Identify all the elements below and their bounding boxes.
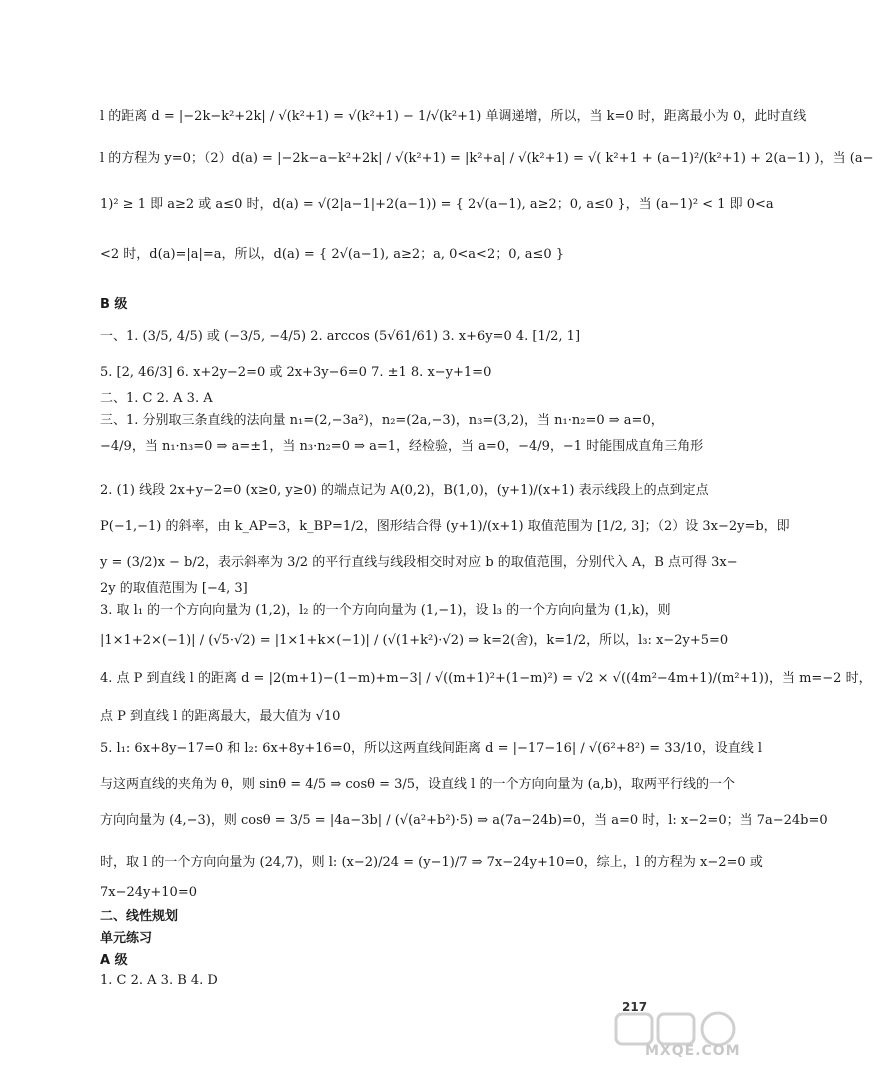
text-line: P(−1,−1) 的斜率，由 k_AP=3，k_BP=1/2，图形结合得 (y+1)/(x+1) 取值范围为 [1/2, 3]；（2）设 3x−2y=b，即: [100, 519, 790, 534]
text-line: l 的距离 d = |−2k−k²+2k| / √(k²+1) = √(k²+1) − 1/√(k²+1) 单调递增，所以，当 k=0 时，距离最小为 0，此时直线: [100, 109, 807, 124]
answer-line: 5. [2, 46/3] 6. x+2y−2=0 或 2x+3y−6=0 7. ±1 8. x−y+1=0: [100, 365, 492, 380]
watermark-text: MXQE.COM: [645, 1043, 741, 1059]
answer-line: 二、1. C 2. A 3. A: [100, 391, 213, 406]
level-heading: A 级: [100, 953, 128, 968]
text-line: 1)² ≥ 1 即 a≥2 或 a≤0 时，d(a) = √(2|a−1|+2(a−1)) = { 2√(a−1), a≥2；0, a≤0 }，当 (a−1)² < 1 即 0<a: [100, 197, 774, 212]
text-line: 三、1. 分别取三条直线的法向量 n₁=(2,−3a²)，n₂=(2a,−3)，n₃=(3,2)，当 n₁·n₂=0 ⇒ a=0，: [100, 413, 664, 428]
subsection-heading: 单元练习: [100, 931, 153, 946]
text-line: <2 时，d(a)=|a|=a，所以，d(a) = { 2√(a−1), a≥2；a, 0<a<2；0, a≤0 }: [100, 247, 565, 262]
section-heading: 二、线性规划: [100, 909, 179, 924]
text-line: −4/9，当 n₁·n₃=0 ⇒ a=±1，当 n₃·n₂=0 ⇒ a=1，经检验，当 a=0，−4/9，−1 时能围成直角三角形: [100, 439, 704, 454]
section-heading-b: B 级: [100, 297, 128, 312]
text-line: 5. l₁: 6x+8y−17=0 和 l₂: 6x+8y+16=0，所以这两直线间距离 d = |−17−16| / √(6²+8²) = 33/10，设直线 l: [100, 741, 763, 756]
text-line: 4. 点 P 到直线 l 的距离 d = |2(m+1)−(1−m)+m−3| / √((m+1)²+(1−m)²) = √2 × √((4m²−4m+1)/(m²+1))，当 m=−2 时，: [100, 671, 872, 686]
text-line: 3. 取 l₁ 的一个方向向量为 (1,2)，l₂ 的一个方向向量为 (1,−1)，设 l₃ 的一个方向向量为 (1,k)，则: [100, 603, 671, 618]
text-line: |1×1+2×(−1)| / (√5·√2) = |1×1+k×(−1)| / (√(1+k²)·√2) ⇒ k=2(舍)，k=1/2，所以，l₃: x−2y+5=0: [100, 633, 729, 648]
text-line: y = (3/2)x − b/2，表示斜率为 3/2 的平行直线与线段相交时对应 b 的取值范围，分别代入 A，B 点可得 3x−: [100, 555, 738, 570]
answer-line: 1. C 2. A 3. B 4. D: [100, 973, 218, 988]
page-number: 217: [622, 1000, 648, 1014]
text-line: 方向向量为 (4,−3)，则 cosθ = 3/5 = |4a−3b| / (√(a²+b²)·5) ⇒ a(7a−24b)=0，当 a=0 时，l: x−2=0；当 7a−24b=0: [100, 813, 828, 828]
text-line: l 的方程为 y=0；（2）d(a) = |−2k−a−k²+2k| / √(k²+1) = |k²+a| / √(k²+1) = √( k²+1 + (a−1)²/(k²+1) + 2(a−1) )，当 (a−: [100, 151, 873, 166]
text-line: 2y 的取值范围为 [−4, 3]: [100, 581, 248, 596]
text-line: 时，取 l 的一个方向向量为 (24,7)，则 l: (x−2)/24 = (y−1)/7 ⇒ 7x−24y+10=0，综上，l 的方程为 x−2=0 或: [100, 855, 763, 870]
text-line: 2. (1) 线段 2x+y−2=0 (x≥0, y≥0) 的端点记为 A(0,2)，B(1,0)，(y+1)/(x+1) 表示线段上的点到定点: [100, 483, 709, 498]
text-line: 点 P 到直线 l 的距离最大，最大值为 √10: [100, 709, 341, 724]
answer-line: 一、1. (3/5, 4/5) 或 (−3/5, −4/5) 2. arccos (5√61/61) 3. x+6y=0 4. [1/2, 1]: [100, 329, 581, 344]
text-line: 与这两直线的夹角为 θ，则 sinθ = 4/5 ⇒ cosθ = 3/5，设直线 l 的一个方向向量为 (a,b)，取两平行线的一个: [100, 777, 735, 792]
text-line: 7x−24y+10=0: [100, 885, 197, 900]
